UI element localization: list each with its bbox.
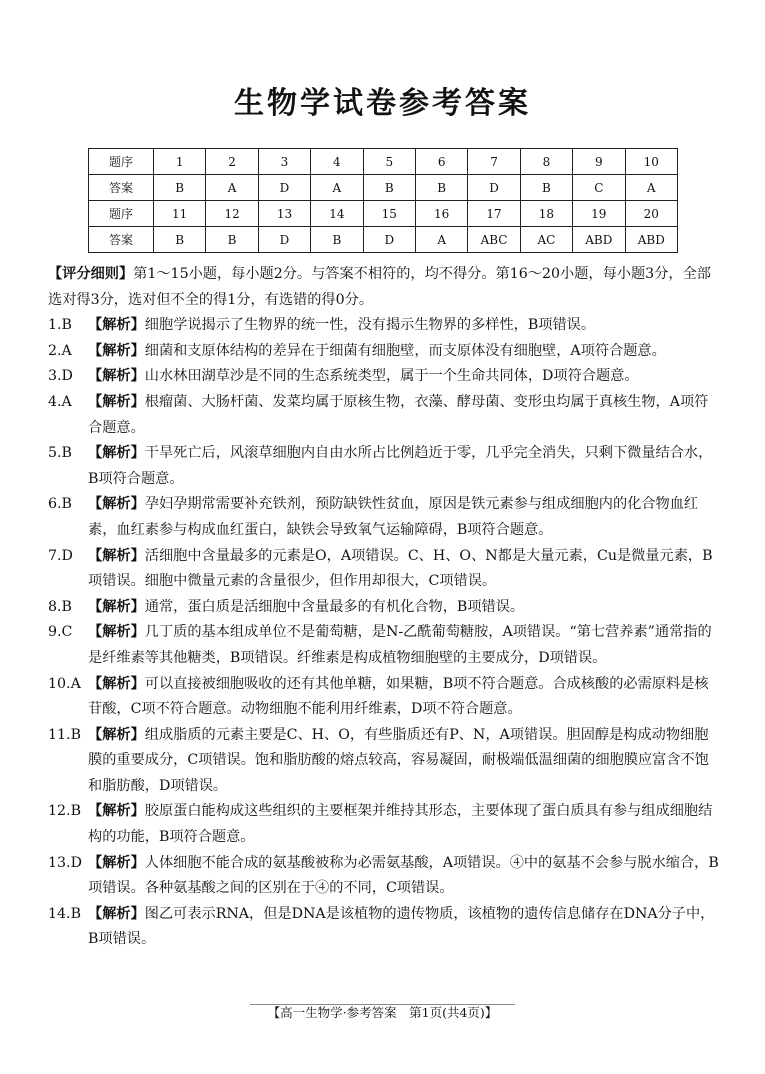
explanation-text bbox=[88, 620, 720, 671]
page-title: 生物学试卷参考答案 bbox=[234, 86, 531, 121]
question-answer: 14.B bbox=[48, 905, 81, 922]
table-cell: 8 bbox=[520, 149, 572, 175]
question-answer: 9.C bbox=[48, 624, 73, 641]
table-cell: ABD bbox=[625, 227, 677, 253]
scoring-rules-tag: 【评分细则】 bbox=[48, 266, 134, 282]
explanation-tag: 【解析】 bbox=[88, 547, 145, 564]
question-answer: 2.A bbox=[48, 342, 72, 359]
table-cell: B bbox=[206, 227, 258, 253]
question-answer: 8.B bbox=[48, 598, 72, 615]
table-cell: 12 bbox=[206, 201, 258, 227]
explanation-body: 根瘤菌、大肠杆菌、发菜均属于原核生物，衣藻、酵母菌、变形虫均属于真核生物，A项符合题意。 bbox=[88, 393, 709, 436]
table-row bbox=[89, 227, 678, 253]
explanation-item bbox=[48, 441, 720, 492]
table-cell: 6 bbox=[415, 149, 467, 175]
explanation-text bbox=[88, 544, 720, 595]
question-answer: 3.D bbox=[48, 368, 73, 385]
table-cell: 18 bbox=[520, 201, 572, 227]
explanation-tag: 【解析】 bbox=[88, 854, 145, 871]
table-cell: A bbox=[311, 175, 363, 201]
table-cell: 14 bbox=[311, 201, 363, 227]
table-cell: A bbox=[206, 175, 258, 201]
table-cell: B bbox=[363, 175, 415, 201]
table-cell: 15 bbox=[363, 201, 415, 227]
explanation-item bbox=[48, 799, 720, 850]
question-answer: 11.B bbox=[48, 726, 81, 743]
explanation-body: 山水林田湖草沙是不同的生态系统类型，属于一个生命共同体，D项符合题意。 bbox=[144, 368, 639, 385]
answer-explanations bbox=[48, 262, 720, 953]
question-answer: 7.D bbox=[48, 547, 73, 564]
table-cell: B bbox=[520, 175, 572, 201]
table-cell: A bbox=[415, 227, 467, 253]
explanation-item bbox=[48, 723, 720, 800]
explanation-tag: 【解析】 bbox=[88, 317, 145, 334]
explanation-tag: 【解析】 bbox=[88, 598, 145, 615]
explanation-text bbox=[88, 723, 720, 800]
explanation-text bbox=[88, 902, 720, 953]
table-cell: B bbox=[415, 175, 467, 201]
row-header: 题序 bbox=[89, 201, 154, 227]
explanation-item bbox=[48, 620, 720, 671]
page-footer: 【高一生物学·参考答案 第1页(共4页)】 bbox=[0, 1003, 765, 1021]
table-cell: 1 bbox=[154, 149, 206, 175]
row-header: 题序 bbox=[89, 149, 154, 175]
table-cell: 17 bbox=[468, 201, 520, 227]
scoring-rules-text: 第1～15小题，每小题2分。与答案不相符的，均不得分。第16～20小题，每小题3分，全部选对得3分，选对但不全的得1分，有选错的得0分。 bbox=[48, 266, 711, 308]
explanation-body: 通常，蛋白质是活细胞中含量最多的有机化合物，B项错误。 bbox=[144, 598, 525, 615]
table-cell: 3 bbox=[258, 149, 310, 175]
table-cell: B bbox=[154, 175, 206, 201]
table-cell: B bbox=[154, 227, 206, 253]
table-cell: D bbox=[258, 227, 310, 253]
explanation-tag: 【解析】 bbox=[88, 726, 145, 743]
table-cell: 20 bbox=[625, 201, 677, 227]
explanation-tag: 【解析】 bbox=[88, 624, 145, 641]
table-cell: D bbox=[258, 175, 310, 201]
explanation-item bbox=[48, 672, 720, 723]
explanation-body: 人体细胞不能合成的氨基酸被称为必需氨基酸，A项错误。④中的氨基不会参与脱水缩合，B项错误。各种氨基酸之间的区别在于④的不同，C项错误。 bbox=[88, 854, 719, 897]
table-cell: 9 bbox=[573, 149, 625, 175]
explanation-tag: 【解析】 bbox=[88, 393, 145, 410]
explanation-text bbox=[88, 313, 720, 339]
table-cell: C bbox=[573, 175, 625, 201]
table-cell: D bbox=[363, 227, 415, 253]
table-cell: 16 bbox=[415, 201, 467, 227]
table-row bbox=[89, 201, 678, 227]
table-row bbox=[89, 175, 678, 201]
question-answer: 12.B bbox=[48, 803, 81, 820]
table-cell: 10 bbox=[625, 149, 677, 175]
explanation-body: 可以直接被细胞吸收的还有其他单糖，如果糖，B项不符合题意。合成核酸的必需原料是核苷酸，C项不符合题意。动物细胞不能利用纤维素，D项不符合题意。 bbox=[88, 675, 709, 718]
table-cell: 4 bbox=[311, 149, 363, 175]
explanation-body: 活细胞中含量最多的元素是O，A项错误。C、H、O、N都是大量元素，Cu是微量元素，B项错误。细胞中微量元素的含量很少，但作用却很大，C项错误。 bbox=[88, 547, 713, 590]
explanation-tag: 【解析】 bbox=[88, 368, 145, 385]
explanation-item bbox=[48, 313, 720, 339]
question-answer: 10.A bbox=[48, 675, 81, 692]
explanation-text bbox=[88, 851, 720, 902]
explanation-body: 细菌和支原体结构的差异在于细菌有细胞壁，而支原体没有细胞壁，A项符合题意。 bbox=[144, 342, 666, 359]
explanation-tag: 【解析】 bbox=[88, 445, 145, 462]
explanation-body: 胶原蛋白能构成这些组织的主要框架并维持其形态，主要体现了蛋白质具有参与组成细胞结构的功能，B项符合题意。 bbox=[88, 803, 713, 846]
question-answer: 5.B bbox=[48, 445, 72, 462]
explanation-text bbox=[88, 492, 720, 543]
explanation-body: 图乙可表示RNA，但是DNA是该植物的遗传物质，该植物的遗传信息储存在DNA分子中，B项错误。 bbox=[88, 905, 715, 948]
question-answer: 4.A bbox=[48, 393, 72, 410]
table-cell: 5 bbox=[363, 149, 415, 175]
table-cell: D bbox=[468, 175, 520, 201]
row-header: 答案 bbox=[89, 175, 154, 201]
explanation-text bbox=[88, 672, 720, 723]
scoring-rules bbox=[48, 262, 720, 313]
explanation-body: 干旱死亡后，风滚草细胞内自由水所占比例趋近于零，几乎完全消失，只剩下微量结合水，B项符合题意。 bbox=[88, 445, 713, 487]
explanation-text bbox=[88, 364, 720, 390]
explanation-body: 细胞学说揭示了生物界的统一性，没有揭示生物界的多样性，B项错误。 bbox=[144, 317, 596, 334]
table-cell: 13 bbox=[258, 201, 310, 227]
explanation-item bbox=[48, 595, 720, 621]
explanation-text bbox=[88, 799, 720, 850]
explanation-item bbox=[48, 851, 720, 902]
table-cell: ABD bbox=[573, 227, 625, 253]
explanation-item bbox=[48, 364, 720, 390]
explanation-body: 孕妇孕期常需要补充铁剂，预防缺铁性贫血，原因是铁元素参与组成细胞内的化合物血红素，血红素参与构成血红蛋白，缺铁会导致氧气运输障碍，B项符合题意。 bbox=[88, 496, 699, 538]
table-cell: AC bbox=[520, 227, 572, 253]
explanation-text bbox=[88, 339, 720, 365]
question-answer: 6.B bbox=[48, 496, 72, 513]
explanation-tag: 【解析】 bbox=[88, 803, 145, 820]
table-cell: A bbox=[625, 175, 677, 201]
table-row bbox=[89, 149, 678, 175]
explanation-tag: 【解析】 bbox=[88, 342, 145, 359]
explanation-item bbox=[48, 492, 720, 543]
question-answer: 1.B bbox=[48, 317, 72, 334]
answer-table bbox=[88, 148, 678, 253]
table-cell: ABC bbox=[468, 227, 520, 253]
table-cell: 2 bbox=[206, 149, 258, 175]
explanation-item bbox=[48, 339, 720, 365]
table-cell: 19 bbox=[573, 201, 625, 227]
explanation-list bbox=[48, 313, 720, 953]
explanation-item bbox=[48, 902, 720, 953]
explanation-text bbox=[88, 390, 720, 441]
explanation-body: 几丁质的基本组成单位不是葡萄糖，是N-乙酰葡萄糖胺，A项错误。“第七营养素”通常指的是纤维素等其他糖类，B项错误。纤维素是构成植物细胞壁的主要成分，D项错误。 bbox=[88, 624, 712, 666]
table-cell: 7 bbox=[468, 149, 520, 175]
question-answer: 13.D bbox=[48, 854, 82, 871]
table-cell: B bbox=[311, 227, 363, 253]
table-cell: 11 bbox=[154, 201, 206, 227]
explanation-item bbox=[48, 544, 720, 595]
explanation-tag: 【解析】 bbox=[88, 496, 145, 513]
row-header: 答案 bbox=[89, 227, 154, 253]
explanation-item bbox=[48, 390, 720, 441]
explanation-text bbox=[88, 595, 720, 621]
explanation-tag: 【解析】 bbox=[88, 675, 145, 692]
explanation-body: 组成脂质的元素主要是C、H、O，有些脂质还有P、N，A项错误。胆固醇是构成动物细胞膜的重要成分，C项错误。饱和脂肪酸的熔点较高，容易凝固，耐极端低温细菌的细胞膜应富含不饱和脂肪酸，D项错误。 bbox=[88, 726, 709, 794]
explanation-tag: 【解析】 bbox=[88, 905, 145, 922]
explanation-text bbox=[88, 441, 720, 492]
